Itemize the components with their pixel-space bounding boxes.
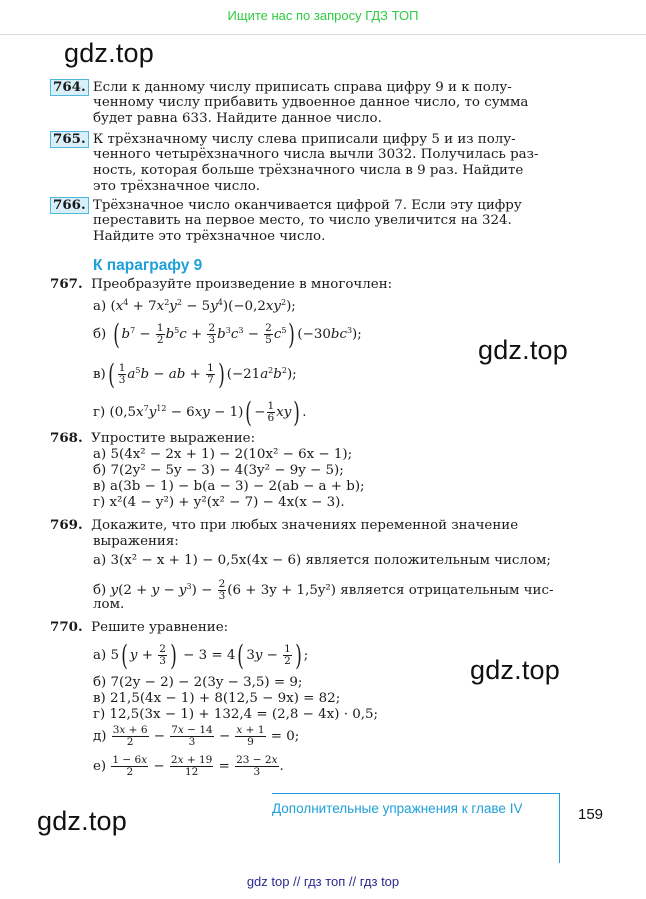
problem-number: 768. — [50, 430, 83, 446]
problem-764 — [50, 79, 512, 96]
watermark: gdz.top — [37, 806, 127, 836]
footer-divider — [559, 793, 560, 863]
problem-text: переставить на первое место, то число увеличится на 324. — [93, 213, 512, 228]
expression-767b: б) ( $b^7$ − $\frac{1}{2}$ $b^5c$ + $\frac{2}{3}$ $b^3c^3$ − $\frac{2}{5}$ $c^5$) $(-30bc^3)$; — [93, 317, 362, 351]
problem-text: ченного четырёхзначного числа вычли 3032. Получилась раз- — [93, 147, 539, 162]
watermark: gdz.top — [470, 655, 560, 685]
section-title: К параграфу 9 — [93, 257, 203, 274]
expression-770b: б) 7(2y − 2) − 2(3y − 3,5) = 9; — [93, 675, 303, 690]
problem-767 — [50, 277, 392, 293]
problem-text: лом. — [93, 597, 125, 612]
problem-770 — [50, 620, 228, 636]
chapter-footer: Дополнительные упражнения к главе IV — [272, 801, 523, 816]
expression-767c: в)( $\frac{1}{3}$ $a^5b$ − ab + $\frac{1}{7}$ ) $(-21a^2b^2)$; — [93, 357, 297, 391]
expression-769a: а) 3(x² − x + 1) − 0,5x(4x − 6) является положительным числом; — [93, 553, 551, 568]
problem-text: будет равна 633. Найдите данное число. — [93, 111, 382, 126]
problem-text: Докажите, что при любых значениях переменной значение — [91, 518, 519, 533]
problem-769 — [50, 518, 518, 534]
problem-text: Решите уравнение: — [91, 620, 229, 635]
top-banner-text: Ищите нас по запросу ГДЗ ТОП — [227, 8, 419, 23]
expression-768a: а) 5(4x² − 2x + 1) − 2(10x² − 6x − 1); — [93, 447, 353, 462]
problem-number: 769. — [50, 517, 83, 533]
problem-text: К трёхзначному числу слева приписали цифру 5 и из полу- — [92, 132, 516, 147]
expression-770c: в) 21,5(4x − 1) + 8(12,5 − 9x) = 82; — [93, 691, 341, 706]
watermark: gdz.top — [478, 335, 568, 365]
page-number: 159 — [578, 806, 604, 823]
problem-765 — [50, 131, 516, 148]
problem-number: 764. — [50, 79, 89, 96]
watermark: gdz.top — [64, 38, 154, 68]
expression-768c: в) a(3b − 1) − b(a − 3) − 2(ab − a + b); — [93, 479, 365, 494]
expression-770e: д) $\frac{3x + 6}{2}$ − $\frac{7x - 14}{3}$ − $\frac{x + 1}{9}$ = 0; — [93, 724, 300, 748]
expression-768b: б) 7(2y² − 5y − 3) − 4(3y² − 9y − 5); — [93, 463, 344, 478]
expression-767a: а) $(x^4 + 7x^2y^2 - 5y^4)(-0,2xy^2)$; — [93, 298, 296, 314]
problem-768 — [50, 431, 255, 447]
expression-770d: г) 12,5(3x − 1) + 132,4 = (2,8 − 4x) · 0,5; — [93, 707, 379, 722]
problem-text: Трёхзначное число оканчивается цифрой 7. Если эту цифру — [92, 198, 522, 213]
problem-text: ченному числу прибавить удвоенное данное число, то сумма — [93, 95, 529, 110]
problem-text: ность, которая больше трёхзначного числа в 9 раз. Найдите — [93, 163, 524, 178]
expression-767d: г) $(0,5x^7y^{12} - 6xy - 1)$( − $\frac{1}{6}$ xy) . — [93, 395, 307, 429]
expression-768d: г) x²(4 − y²) + y²(x² − 7) − 4x(x − 3). — [93, 495, 345, 510]
problem-number: 767. — [50, 276, 83, 292]
problem-text: Найдите это трёхзначное число. — [93, 229, 326, 244]
expression-770f: е) $\frac{1 - 6x}{2}$ − $\frac{2x + 19}{12}$ = $\frac{23 - 2x}{3}$ . — [93, 754, 284, 778]
problem-766 — [50, 197, 522, 214]
problem-text: выражения: — [93, 534, 179, 549]
problem-number: 765. — [50, 131, 89, 148]
problem-text: Если к данному числу приписать справа цифру 9 и к полу- — [92, 80, 512, 95]
problem-text: Упростите выражение: — [91, 431, 256, 446]
problem-text: это трёхзначное число. — [93, 179, 261, 194]
problem-text: Преобразуйте произведение в многочлен: — [91, 277, 393, 292]
expression-770a: а) 5( y + $\frac{2}{3}$ ) − 3 = 4( 3y − $\frac{1}{2}$ ) ; — [93, 638, 309, 672]
problem-text: (6 + 3y + 1,5y²) является отрицательным чис- — [227, 583, 554, 598]
expression-769b: б) $y(2 + y - y^3)$ − $\frac{2}{3}$ (6 + 3y + 1,5y²) является отрицательным чис- — [93, 578, 554, 602]
bottom-watermark: gdz top // гдз топ // гдз top — [246, 874, 400, 889]
problem-number: 770. — [50, 619, 83, 635]
problem-number: 766. — [50, 197, 89, 214]
footer-rule — [272, 793, 560, 794]
